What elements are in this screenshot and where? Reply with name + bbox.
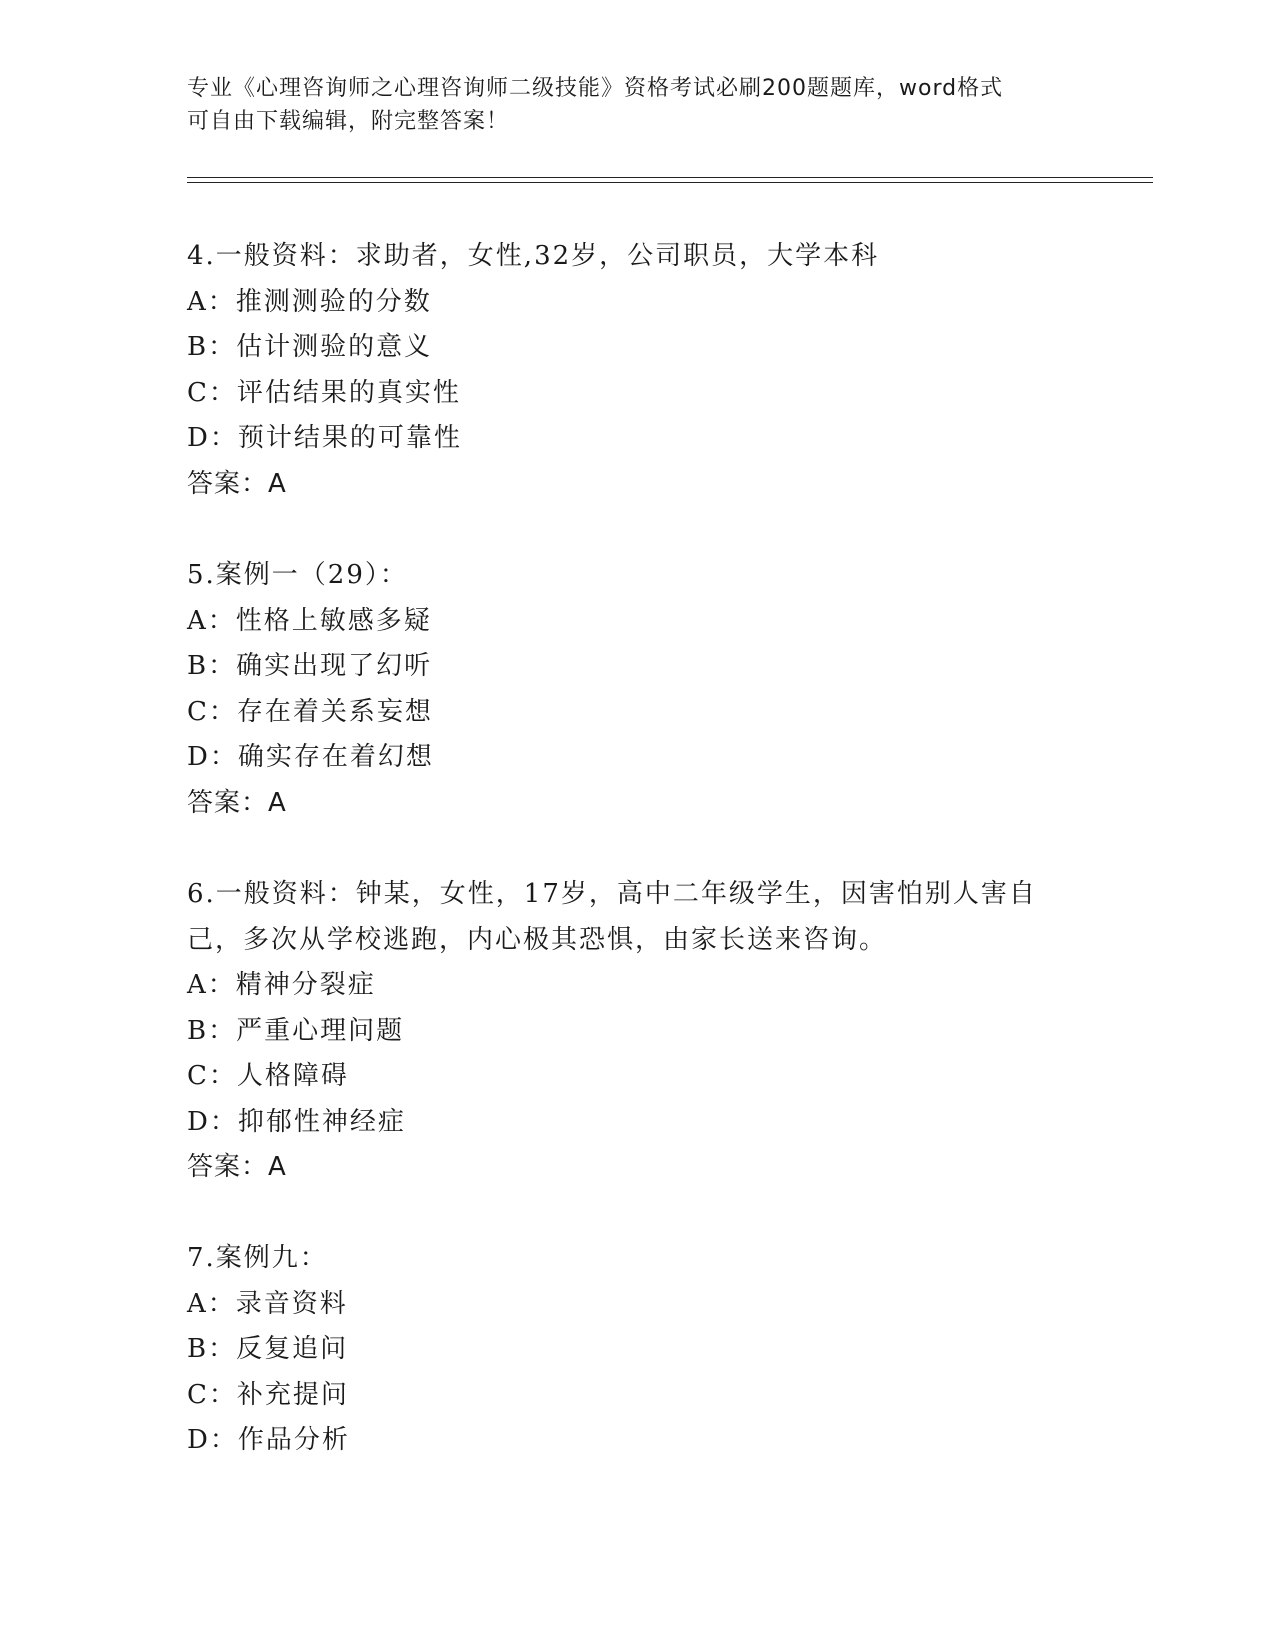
option-d: D：抑郁性神经症 <box>187 1106 406 1137</box>
question-stem-line-2: 己，多次从学校逃跑，内心极其恐惧，由家长送来咨询。 <box>187 924 888 955</box>
document-header <box>187 72 1067 138</box>
answer: 答案：A <box>187 468 287 499</box>
answer: 答案：A <box>187 787 287 818</box>
header-line-1: 专业《心理咨询师之心理咨询师二级技能》资格考试必刷200题题库，word格式 <box>187 76 1004 101</box>
option-c: C：存在着关系妄想 <box>187 696 433 727</box>
question-stem: 7.案例九： <box>187 1243 328 1273</box>
option-d: D：确实存在着幻想 <box>187 742 434 772</box>
option-b: B：反复追问 <box>187 1334 349 1364</box>
question-stem: 4.一般资料：求助者，女性,32岁，公司职员，大学本科 <box>187 241 880 271</box>
question-stem-line-1: 6.一般资料：钟某，女性，17岁，高中二年级学生，因害怕别人害自 <box>187 879 1037 909</box>
question-4 <box>187 234 1087 507</box>
option-c: C：补充提问 <box>187 1379 349 1410</box>
option-a: A：性格上敏感多疑 <box>187 605 432 636</box>
question-7 <box>187 1236 1087 1464</box>
question-5 <box>187 553 1087 826</box>
question-stem: 5.案例一（29）： <box>187 560 408 590</box>
option-d: D：预计结果的可靠性 <box>187 423 462 453</box>
header-divider-bottom <box>187 182 1153 183</box>
header-divider-top <box>187 177 1153 178</box>
option-a: A：录音资料 <box>187 1288 348 1319</box>
answer: 答案：A <box>187 1152 287 1182</box>
header-line-2: 可自由下载编辑，附完整答案！ <box>187 109 510 134</box>
option-d: D：作品分析 <box>187 1425 350 1455</box>
question-6 <box>187 872 1087 1191</box>
option-a: A：推测测验的分数 <box>187 286 432 317</box>
option-c: C：人格障碍 <box>187 1061 349 1091</box>
option-a: A：精神分裂症 <box>187 970 376 1000</box>
option-b: B：严重心理问题 <box>187 1015 405 1046</box>
option-c: C：评估结果的真实性 <box>187 377 461 408</box>
option-b: B：确实出现了幻听 <box>187 651 433 681</box>
option-b: B：估计测验的意义 <box>187 332 433 362</box>
